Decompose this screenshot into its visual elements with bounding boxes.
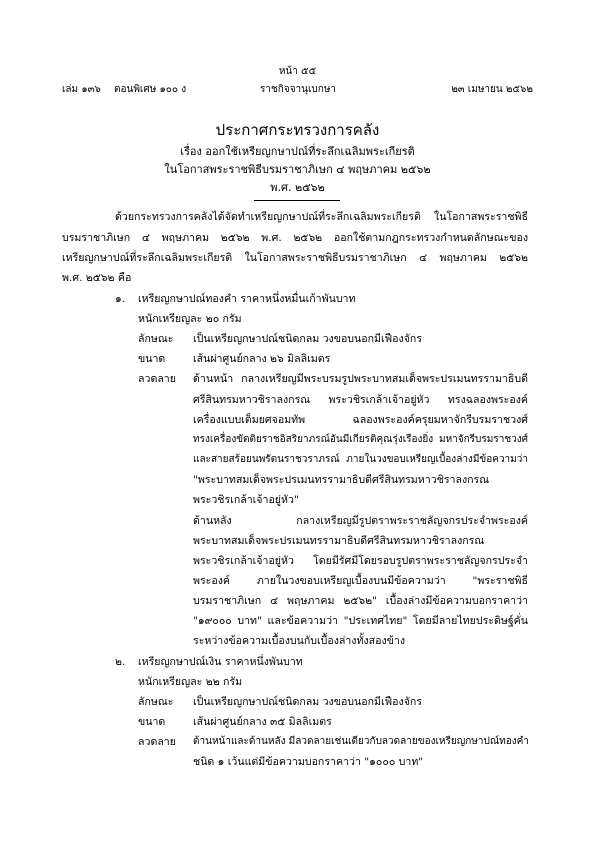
obverse-line: ทรงเครื่องขัตติยราชอิสริยาภรณ์อันมีเกียรติคุณรุ่งเรืองยิ่ง มหาจักรีบรมราชวงศ์ bbox=[193, 434, 528, 445]
intro-line: พ.ศ. ๒๕๖๒ คือ bbox=[62, 272, 132, 284]
reverse-line: ระหว่างข้อความเบื้องบนกับเบื้องล่างทั้งสองข้าง bbox=[193, 635, 406, 647]
reverse-line: "๑๙๐๐๐ บาท" และข้อความว่า "ประเทศไทย" โดยมีลายไทยประดิษฐ์คั่น bbox=[193, 615, 528, 627]
issue-date: ๒๓ เมษายน ๒๕๖๒ bbox=[451, 84, 533, 95]
gazette-name: ราชกิจจานุเบกษา bbox=[260, 84, 337, 95]
intro-line: เหรียญกษาปณ์ที่ระลึกเฉลิมพระเกียรติ ในโอกาสพระราชพิธีบรมราชาภิเษก ๔ พฤษภาคม ๒๕๖๒ bbox=[62, 252, 528, 264]
special-section: ตอนพิเศษ ๑๐๐ ง bbox=[114, 84, 187, 95]
reverse-line: ด้านหลัง กลางเหรียญมีรูปตราพระราชลัญจกรประจำพระองค์ bbox=[193, 515, 528, 527]
obverse-line: ด้านหน้า กลางเหรียญมีพระบรมรูปพระบาทสมเด็จพระปรเมนทรรามาธิบดี bbox=[193, 373, 528, 385]
characteristic-value: เป็นเหรียญกษาปณ์ชนิดกลม วงขอบนอกมีเฟืองจักร bbox=[193, 333, 423, 345]
reverse-line: บรมราชาภิเษก ๔ พฤษภาคม ๒๕๖๒" เบื้องล่างมีข้อความบอกราคาว่า bbox=[193, 595, 528, 607]
intro-line: ด้วยกระทรวงการคลังได้จัดทำเหรียญกษาปณ์ที่ระลึกเฉลิมพระเกียรติ ในโอกาสพระราชพิธี bbox=[115, 211, 528, 223]
volume-number: เล่ม ๑๓๖ bbox=[62, 84, 101, 95]
size-label: ขนาด bbox=[138, 716, 166, 728]
gazette-header bbox=[62, 82, 533, 96]
item-number: ๑. bbox=[115, 293, 126, 305]
characteristic-value: เป็นเหรียญกษาปณ์ชนิดกลม วงขอบนอกมีเฟืองจักร bbox=[193, 696, 423, 708]
item-number: ๒. bbox=[115, 656, 126, 668]
announcement-title: ประกาศกระทรวงการคลัง bbox=[215, 121, 380, 139]
title-divider bbox=[254, 200, 340, 201]
subject-line-1: เรื่อง ออกใช้เหรียญกษาปณ์ที่ระลึกเฉลิมพระเกียรติ bbox=[180, 145, 415, 158]
reverse-line: พระวชิรเกล้าเจ้าอยู่หัว โดยมีรัศมีโดยรอบรูปตราพระราชลัญจกรประจำ bbox=[193, 555, 528, 567]
coin-weight: หนักเหรียญละ ๒๐ กรัม bbox=[138, 313, 242, 325]
obverse-line: "พระบาทสมเด็จพระปรเมนทรรามาธิบดีศรีสินทรมหาวชิราลงกรณ bbox=[193, 474, 490, 486]
size-value: เส้นผ่าศูนย์กลาง ๓๕ มิลลิเมตร bbox=[193, 716, 332, 728]
coin-weight: หนักเหรียญละ ๒๒ กรัม bbox=[138, 676, 243, 688]
reverse-line: พระองค์ ภายในวงขอบเหรียญเบื้องบนมีข้อความว่า "พระราชพิธี bbox=[193, 575, 528, 587]
characteristic-label: ลักษณะ bbox=[138, 333, 174, 345]
obverse-line: พระวชิรเกล้าเจ้าอยู่หัว" bbox=[193, 494, 299, 506]
pattern-label: ลวดลาย bbox=[138, 736, 176, 748]
subject-line-2: ในโอกาสพระราชพิธีบรมราชาภิเษก ๔ พฤษภาคม ๒๕๖๒ bbox=[164, 163, 431, 176]
pattern-line: ด้านหน้าและด้านหลัง มีลวดลายเช่นเดียวกับลวดลายของเหรียญกษาปณ์ทองคำ bbox=[193, 736, 529, 747]
pattern-line: ชนิด ๑ เว้นแต่มีข้อความบอกราคาว่า "๑๐๐๐ บาท" bbox=[193, 756, 424, 768]
obverse-line: และสายสร้อยนพรัตนราชวราภรณ์ ภายในวงขอบเหรียญเบื้องล่างมีข้อความว่า bbox=[193, 454, 528, 465]
intro-line: บรมราชาภิเษก ๔ พฤษภาคม ๒๕๖๒ พ.ศ. ๒๕๖๒ ออกใช้ตามกฎกระทรวงกำหนดลักษณะของ bbox=[62, 232, 528, 244]
obverse-line: เครื่องแบบเต็มยศจอมทัพ ฉลองพระองค์ครุยมหาจักรีบรมราชวงศ์ bbox=[193, 414, 528, 426]
size-value: เส้นผ่าศูนย์กลาง ๒๖ มิลลิเมตร bbox=[193, 353, 331, 365]
size-label: ขนาด bbox=[138, 353, 166, 365]
characteristic-label: ลักษณะ bbox=[138, 696, 174, 708]
obverse-line: ศรีสินทรมหาวชิราลงกรณ พระวชิรเกล้าเจ้าอยู่หัว ทรงฉลองพระองค์ bbox=[193, 394, 528, 406]
reverse-line: พระบาทสมเด็จพระปรเมนทรรามาธิบดีศรีสินทรมหาวชิราลงกรณ bbox=[193, 535, 485, 547]
item-heading: เหรียญกษาปณ์ทองคำ ราคาหนึ่งหมื่นเก้าพันบาท bbox=[138, 293, 356, 305]
item-heading: เหรียญกษาปณ์เงิน ราคาหนึ่งพันบาท bbox=[138, 656, 303, 668]
pattern-label: ลวดลาย bbox=[138, 373, 176, 385]
page-number: หน้า ๕๕ bbox=[278, 66, 317, 77]
subject-year: พ.ศ. ๒๕๖๒ bbox=[270, 181, 325, 194]
